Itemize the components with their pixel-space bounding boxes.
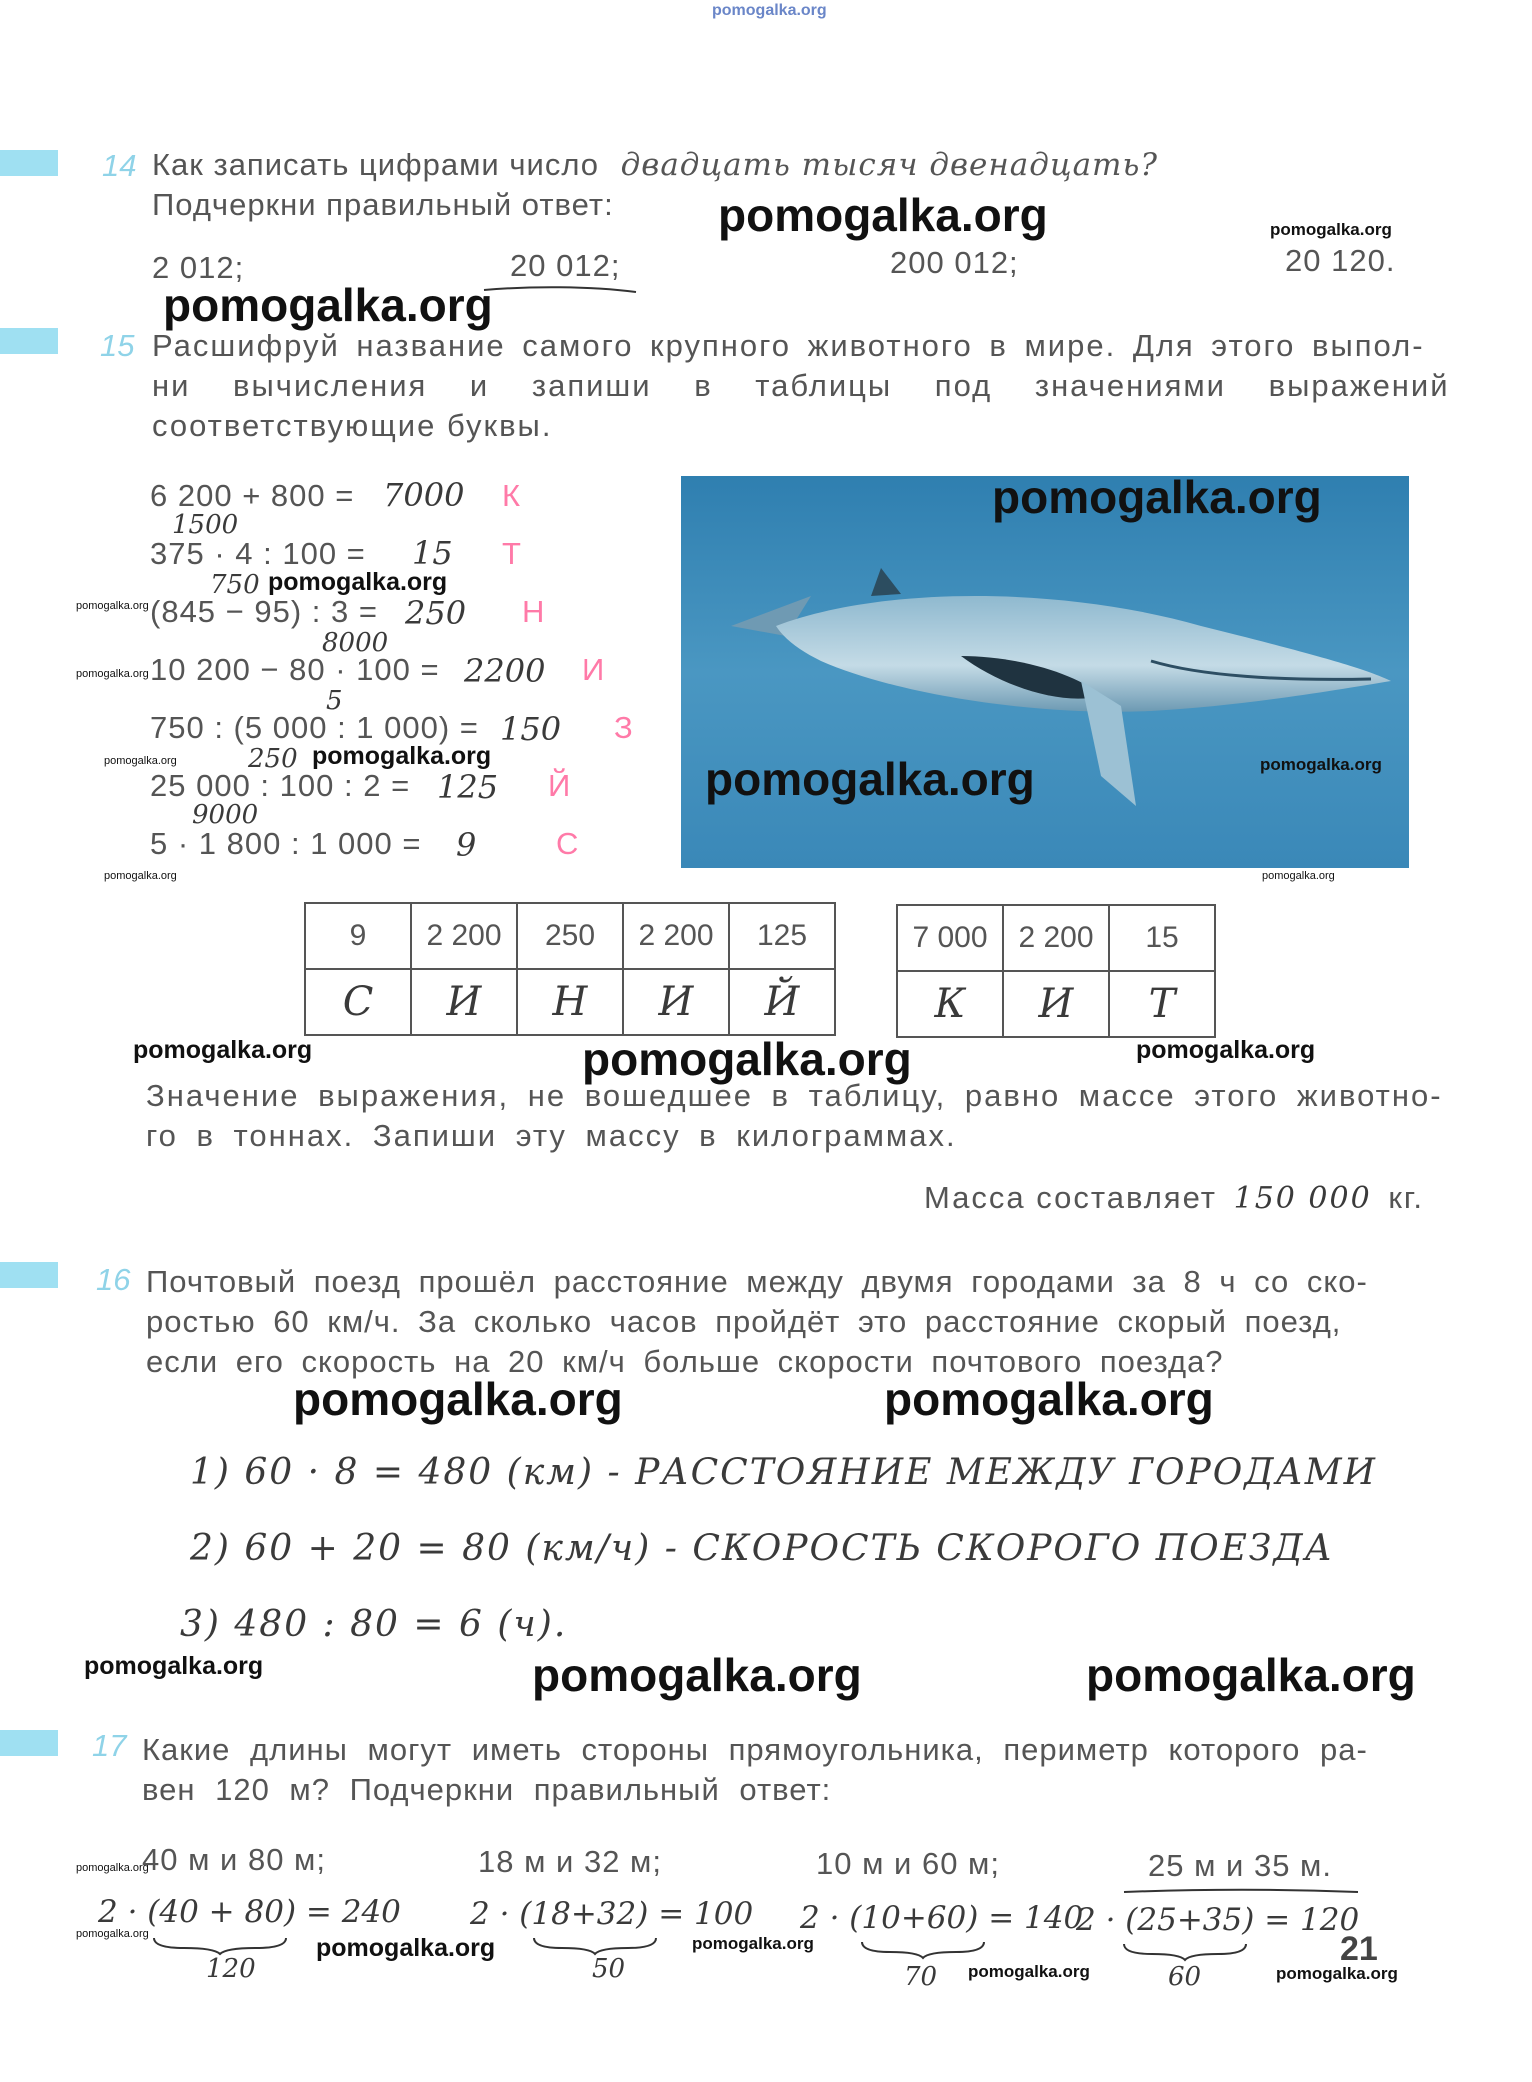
task-17-option-4: 25 м и 35 м. [1148, 1848, 1332, 1883]
expression-answer: 150 [500, 710, 562, 748]
watermark: pomogalka.org [76, 1862, 149, 1874]
task-15-line-1: Расшифруй название самого крупного животного в мире. Для этого выпол- [152, 328, 1425, 363]
cipher-letters-row [305, 969, 835, 1035]
watermark: pomogalka.org [163, 279, 493, 331]
watermark: pomogalka.org [316, 1934, 496, 1962]
cipher-table-2 [896, 904, 1216, 1038]
expression: (845 − 95) : 3 = [150, 594, 378, 629]
task-17-option-1: 40 м и 80 м; [142, 1842, 326, 1877]
expression-letter: К [502, 478, 521, 513]
cipher-letter-cell: С [305, 969, 411, 1035]
expression: 375 · 4 : 100 = [150, 536, 366, 571]
top-watermark: pomogalka.org [712, 2, 827, 19]
cipher-letter-cell: И [623, 969, 729, 1035]
cipher-value-cell: 250 [517, 903, 623, 969]
cipher-letter-cell: И [1003, 971, 1109, 1037]
expression: 6 200 + 800 = [150, 478, 355, 513]
cipher-value-cell: 125 [729, 903, 835, 969]
cipher-value-cell: 2 200 [411, 903, 517, 969]
watermark: pomogalka.org [692, 1934, 814, 1953]
watermark: pomogalka.org [968, 1962, 1090, 1981]
page-number: 21 [1340, 1930, 1378, 1968]
cipher-value-cell: 2 200 [1003, 905, 1109, 971]
task-15-marker [0, 328, 58, 354]
sum-value: 120 [206, 1954, 256, 1984]
task-14-question-text: Как записать цифрами число [152, 147, 599, 182]
mass-prefix: Масса составляет [924, 1180, 1217, 1215]
brace-4 [1120, 1942, 1250, 1962]
solution-step-1: 1) 60 · 8 = 480 (км) - РАССТОЯНИЕ МЕЖДУ ГОРОДАМИ [190, 1452, 1378, 1493]
task-16-line-3: если его скорость на 20 км/ч больше скорости почтового поезда? [146, 1344, 1224, 1379]
task-16-marker [0, 1262, 58, 1288]
brace-1 [150, 1936, 290, 1956]
cipher-letter-cell: И [411, 969, 517, 1035]
watermark: pomogalka.org [312, 742, 492, 770]
brace-3 [858, 1940, 988, 1960]
expression-letter: З [614, 710, 633, 745]
expression: 5 · 1 800 : 1 000 = [150, 826, 422, 861]
cipher-letter-cell: Н [517, 969, 623, 1035]
expression-answer: 125 [437, 768, 499, 806]
brace-2 [530, 1936, 660, 1956]
cipher-letter-cell: К [897, 971, 1003, 1037]
mass-answer [924, 1180, 1424, 1216]
watermark: pomogalka.org [992, 471, 1322, 523]
expression-answer: 15 [412, 534, 453, 572]
watermark: pomogalka.org [1086, 1649, 1416, 1701]
cipher-letter-cell: Т [1109, 971, 1215, 1037]
perimeter-calc: 2 · (25+35) = 120 [1076, 1902, 1360, 1938]
task-17-option-3: 10 м и 60 м; [816, 1846, 1000, 1881]
task-14-option-3: 200 012; [890, 245, 1019, 280]
expression-note: 750 [210, 570, 260, 600]
solution-step-2: 2) 60 + 20 = 80 (км/ч) - СКОРОСТЬ СКОРОГО ПОЕЗДА [190, 1528, 1334, 1569]
expression-note: 9000 [192, 800, 259, 830]
expression-note: 250 [248, 744, 298, 774]
mass-suffix: кг. [1388, 1180, 1425, 1215]
task-14-option-1: 2 012; [152, 250, 245, 285]
expression-answer: 2200 [464, 652, 546, 690]
task-14-question [152, 147, 1158, 183]
watermark: pomogalka.org [293, 1373, 623, 1425]
cipher-table-1 [304, 902, 836, 1036]
task-14-number: 14 [102, 148, 137, 183]
task-16-line-2: ростью 60 км/ч. За сколько часов пройдёт это расстояние скорый поезд, [146, 1304, 1342, 1339]
cipher-values-row [897, 905, 1215, 971]
task-17-marker [0, 1730, 58, 1756]
task-14-option-2: 20 012; [510, 248, 621, 283]
cipher-values-row [305, 903, 835, 969]
task-16-line-1: Почтовый поезд прошёл расстояние между двумя городами за 8 ч со ско- [146, 1264, 1368, 1299]
task-15-after-line-1: Значение выражения, не вошедшее в таблицу, равно массе этого животно- [146, 1078, 1443, 1113]
task-15-after-line-2: го в тоннах. Запиши эту массу в килограммах. [146, 1118, 957, 1153]
cipher-value-cell: 15 [1109, 905, 1215, 971]
task-15-number: 15 [100, 328, 135, 363]
watermark: pomogalka.org [133, 1036, 313, 1064]
task-15-line-3: соответствующие буквы. [152, 408, 553, 443]
mass-value: 150 000 [1233, 1181, 1372, 1216]
task-17-line-2: вен 120 м? Подчеркни правильный ответ: [142, 1772, 832, 1807]
watermark: pomogalka.org [1262, 870, 1335, 882]
expression-note: 8000 [322, 628, 389, 658]
expression-answer: 7000 [383, 476, 465, 514]
expression-letter: С [556, 826, 579, 861]
whale-photo [681, 476, 1409, 868]
expression-note: 5 [326, 686, 343, 716]
task-16-number: 16 [96, 1262, 131, 1297]
watermark: pomogalka.org [1260, 755, 1382, 774]
watermark: pomogalka.org [76, 600, 149, 612]
cipher-value-cell: 9 [305, 903, 411, 969]
watermark: pomogalka.org [104, 755, 177, 767]
perimeter-calc: 2 · (18+32) = 100 [470, 1896, 754, 1932]
watermark: pomogalka.org [76, 668, 149, 680]
task-17-line-1: Какие длины могут иметь стороны прямоугольника, периметр которого ра- [142, 1732, 1368, 1767]
cipher-value-cell: 7 000 [897, 905, 1003, 971]
watermark: pomogalka.org [718, 189, 1048, 241]
expression-letter: Й [548, 768, 571, 803]
expression-letter: Н [522, 594, 545, 629]
expression-answer: 9 [456, 826, 477, 864]
task-17-number: 17 [92, 1728, 127, 1763]
expression: 25 000 : 100 : 2 = [150, 768, 411, 803]
cipher-letter-cell: Й [729, 969, 835, 1035]
task-14-marker [0, 150, 58, 176]
watermark: pomogalka.org [884, 1373, 1214, 1425]
watermark: pomogalka.org [84, 1652, 264, 1680]
task-14-instruction: Подчеркни правильный ответ: [152, 187, 614, 222]
expression-answer: 250 [405, 594, 467, 632]
watermark: pomogalka.org [1136, 1036, 1316, 1064]
sum-value: 70 [904, 1962, 938, 1992]
sum-value: 60 [1168, 1962, 1202, 1992]
cipher-letters-row [897, 971, 1215, 1037]
watermark: pomogalka.org [76, 1928, 149, 1940]
task-17-option-2: 18 м и 32 м; [478, 1844, 662, 1879]
expression-note: 1500 [172, 510, 239, 540]
task-14-underline [480, 282, 640, 298]
task-14-option-4: 20 120. [1285, 243, 1396, 278]
watermark: pomogalka.org [705, 753, 1035, 805]
watermark: pomogalka.org [268, 568, 448, 596]
watermark: pomogalka.org [1270, 220, 1392, 239]
watermark: pomogalka.org [104, 870, 177, 882]
perimeter-calc: 2 · (40 + 80) = 240 [98, 1894, 401, 1930]
expression: 10 200 − 80 · 100 = [150, 652, 440, 687]
watermark: pomogalka.org [582, 1033, 912, 1085]
cipher-value-cell: 2 200 [623, 903, 729, 969]
expression-letter: И [582, 652, 605, 687]
perimeter-calc: 2 · (10+60) = 140 [800, 1900, 1084, 1936]
watermark: pomogalka.org [1276, 1964, 1398, 1983]
sum-value: 50 [592, 1954, 626, 1984]
task-15-line-2: ни вычисления и запиши в таблицы под значениями выражений [152, 368, 1450, 403]
watermark: pomogalka.org [532, 1649, 862, 1701]
task-14-number-words: двадцать тысяч двенадцать? [620, 147, 1158, 183]
solution-step-3: 3) 480 : 80 = 6 (ч). [180, 1604, 568, 1645]
task-17-underline [1122, 1886, 1362, 1898]
expression-letter: Т [502, 536, 521, 571]
expression: 750 : (5 000 : 1 000) = [150, 710, 479, 745]
